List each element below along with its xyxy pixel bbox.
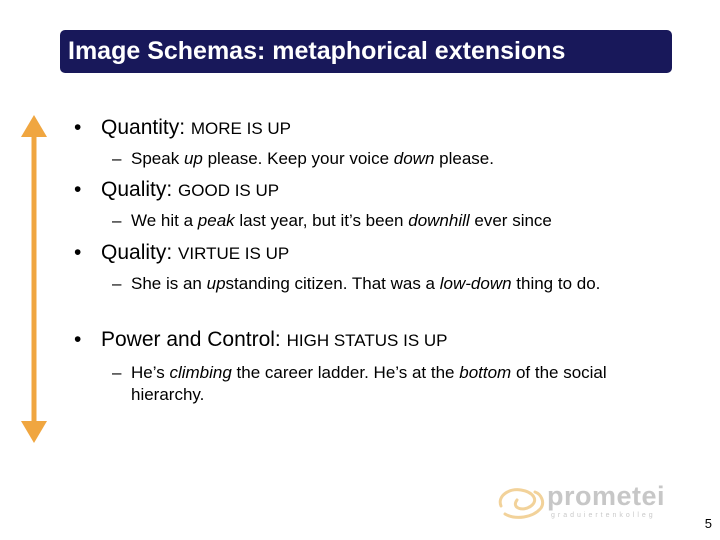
- emphasized-word: downhill: [408, 211, 470, 230]
- example-fragment: She is an: [131, 274, 207, 293]
- bullet-keyword: MORE IS UP: [190, 119, 292, 138]
- example-fragment: standing citizen. That was a: [225, 274, 440, 293]
- example-text: [131, 273, 651, 295]
- dash-marker: –: [112, 149, 122, 168]
- example-fragment: thing to do.: [511, 274, 601, 293]
- bullet-marker: •: [74, 328, 82, 351]
- bullet-label: Power and Control:: [101, 328, 287, 351]
- bullet-marker: •: [74, 116, 82, 139]
- example-text: [131, 362, 651, 406]
- example-text: [131, 148, 651, 170]
- logo-wordmark: prometei: [547, 481, 666, 511]
- example-fragment: please.: [434, 149, 494, 168]
- logo-tagline: graduiertenkolleg: [551, 512, 656, 519]
- bullet-keyword: GOOD IS UP: [178, 181, 280, 200]
- example-fragment: We hit a: [131, 211, 198, 230]
- bullet-keyword: VIRTUE IS UP: [178, 244, 290, 263]
- emphasized-word: climbing: [169, 363, 232, 382]
- example-fragment: last year, but it’s been: [234, 211, 409, 230]
- emphasized-word: peak: [197, 211, 235, 230]
- prometei-swirl-logo-icon: [495, 484, 547, 522]
- example-fragment: ever since: [469, 211, 552, 230]
- bullet-keyword: HIGH STATUS IS UP: [286, 331, 448, 350]
- page-number: 5: [704, 516, 712, 531]
- emphasized-word: bottom: [459, 363, 512, 382]
- example-text: [131, 210, 651, 232]
- example-fragment: the career ladder. He’s at the: [231, 363, 460, 382]
- bullet-label: Quantity:: [101, 116, 191, 139]
- emphasized-word: down: [393, 149, 435, 168]
- bullet-label: Quality:: [101, 178, 179, 201]
- example-fragment: of the social hierarchy.: [131, 363, 607, 404]
- bullet-marker: •: [74, 178, 82, 201]
- example-fragment: Speak: [131, 149, 184, 168]
- emphasized-word: up: [183, 149, 203, 168]
- bullet-label: Quality:: [101, 241, 179, 264]
- example-fragment: He’s: [131, 363, 170, 382]
- emphasized-word: low-down: [439, 274, 512, 293]
- dash-marker: –: [112, 274, 122, 293]
- prometei-logo: [495, 482, 685, 526]
- slide-title: Image Schemas: metaphorical extensions: [68, 37, 566, 65]
- example-fragment: please. Keep your voice: [202, 149, 394, 168]
- emphasized-word: up: [206, 274, 226, 293]
- bullet-marker: •: [74, 241, 82, 264]
- dash-marker: –: [112, 211, 122, 230]
- dash-marker: –: [112, 363, 122, 382]
